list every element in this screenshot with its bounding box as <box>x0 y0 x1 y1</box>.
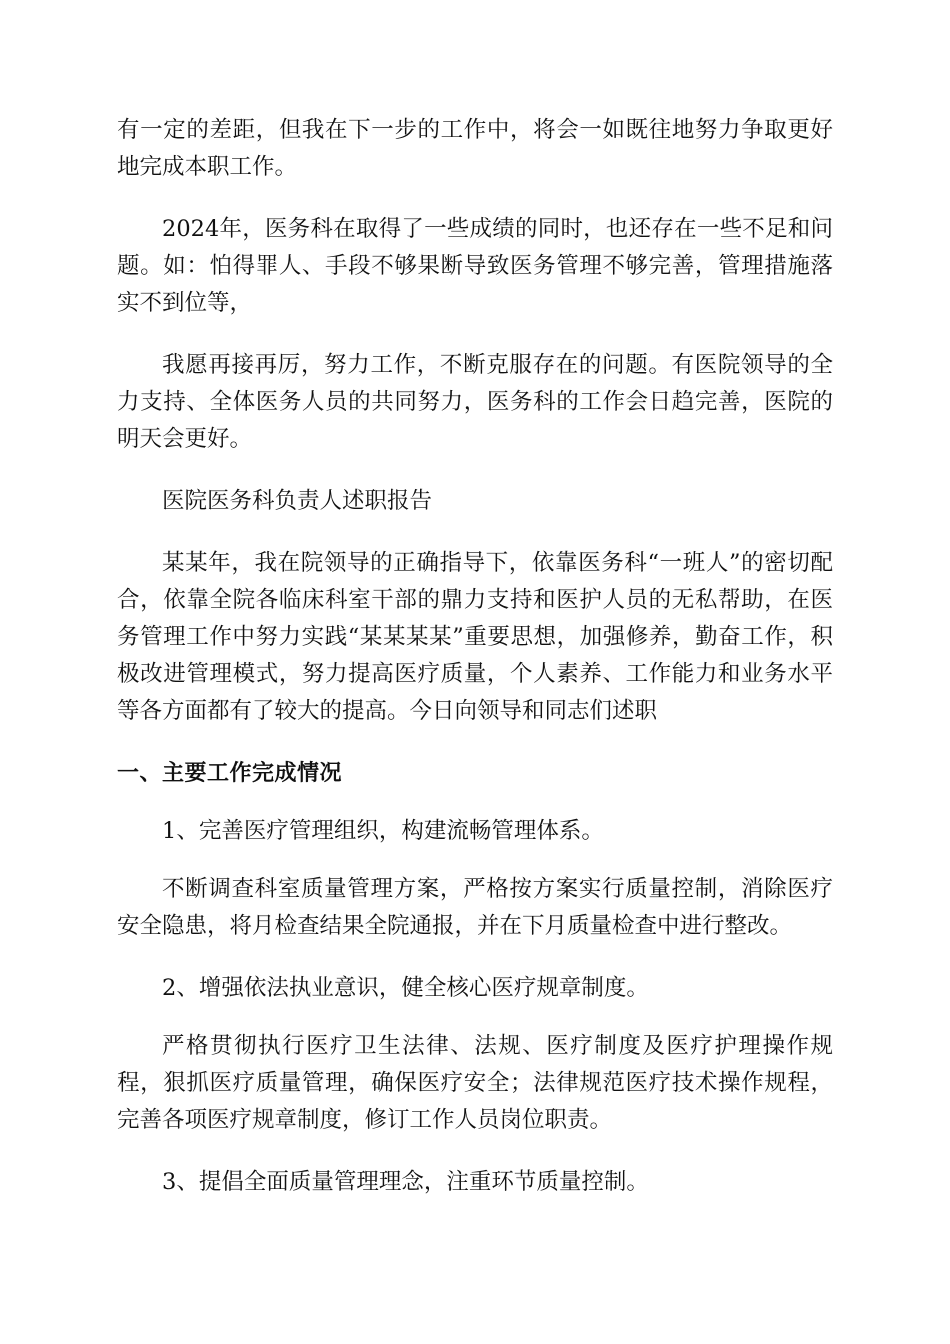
paragraph-item-2: 严格贯彻执行医疗卫生法律、法规、医疗制度及医疗护理操作规程，狠抓医疗质量管理，确保医疗安全；法律规范医疗技术操作规程，完善各项医疗规章制度，修订工作人员岗位职责。 <box>117 1033 833 1133</box>
paragraph-continuation: 有一定的差距，但我在下一步的工作中，将会一如既往地努力争取更好地完成本职工作。 <box>117 117 833 180</box>
paragraph-problems: 2024年，医务科在取得了一些成绩的同时，也还存在一些不足和问题。如：怕得罪人、手段不够果断导致医务管理不够完善，管理措施落实不到位等， <box>117 216 833 316</box>
paragraph-intro: 某某年，我在院领导的正确指导下，依靠医务科“一班人”的密切配合，依靠全院各临床科室干部的鼎力支持和医护人员的无私帮助，在医务管理工作中努力实践“某某某某”重要思想，加强修养，勤奋工作，积极改进管理模式，努力提高医疗质量，个人素养、工作能力和业务水平等各方面都有了较大的提高。今日向领导和同志们述职 <box>117 550 833 724</box>
item-heading-3: 3、提倡全面质量管理理念，注重环节质量控制。 <box>162 1169 649 1195</box>
item-heading-1: 1、完善医疗管理组织，构建流畅管理体系。 <box>162 818 604 844</box>
document-body <box>117 112 833 1201</box>
paragraph-commitment: 我愿再接再厉，努力工作，不断克服存在的问题。有医院领导的全力支持、全体医务人员的共同努力，医务科的工作会日趋完善，医院的明天会更好。 <box>117 352 833 452</box>
paragraph-item-1: 不断调查科室质量管理方案，严格按方案实行质量控制，消除医疗安全隐患，将月检查结果全院通报，并在下月质量检查中进行整改。 <box>117 876 833 939</box>
report-title: 医院医务科负责人述职报告 <box>162 488 433 514</box>
section-heading: 一、主要工作完成情况 <box>117 761 343 786</box>
item-heading-2: 2、增强依法执业意识，健全核心医疗规章制度。 <box>162 975 649 1001</box>
